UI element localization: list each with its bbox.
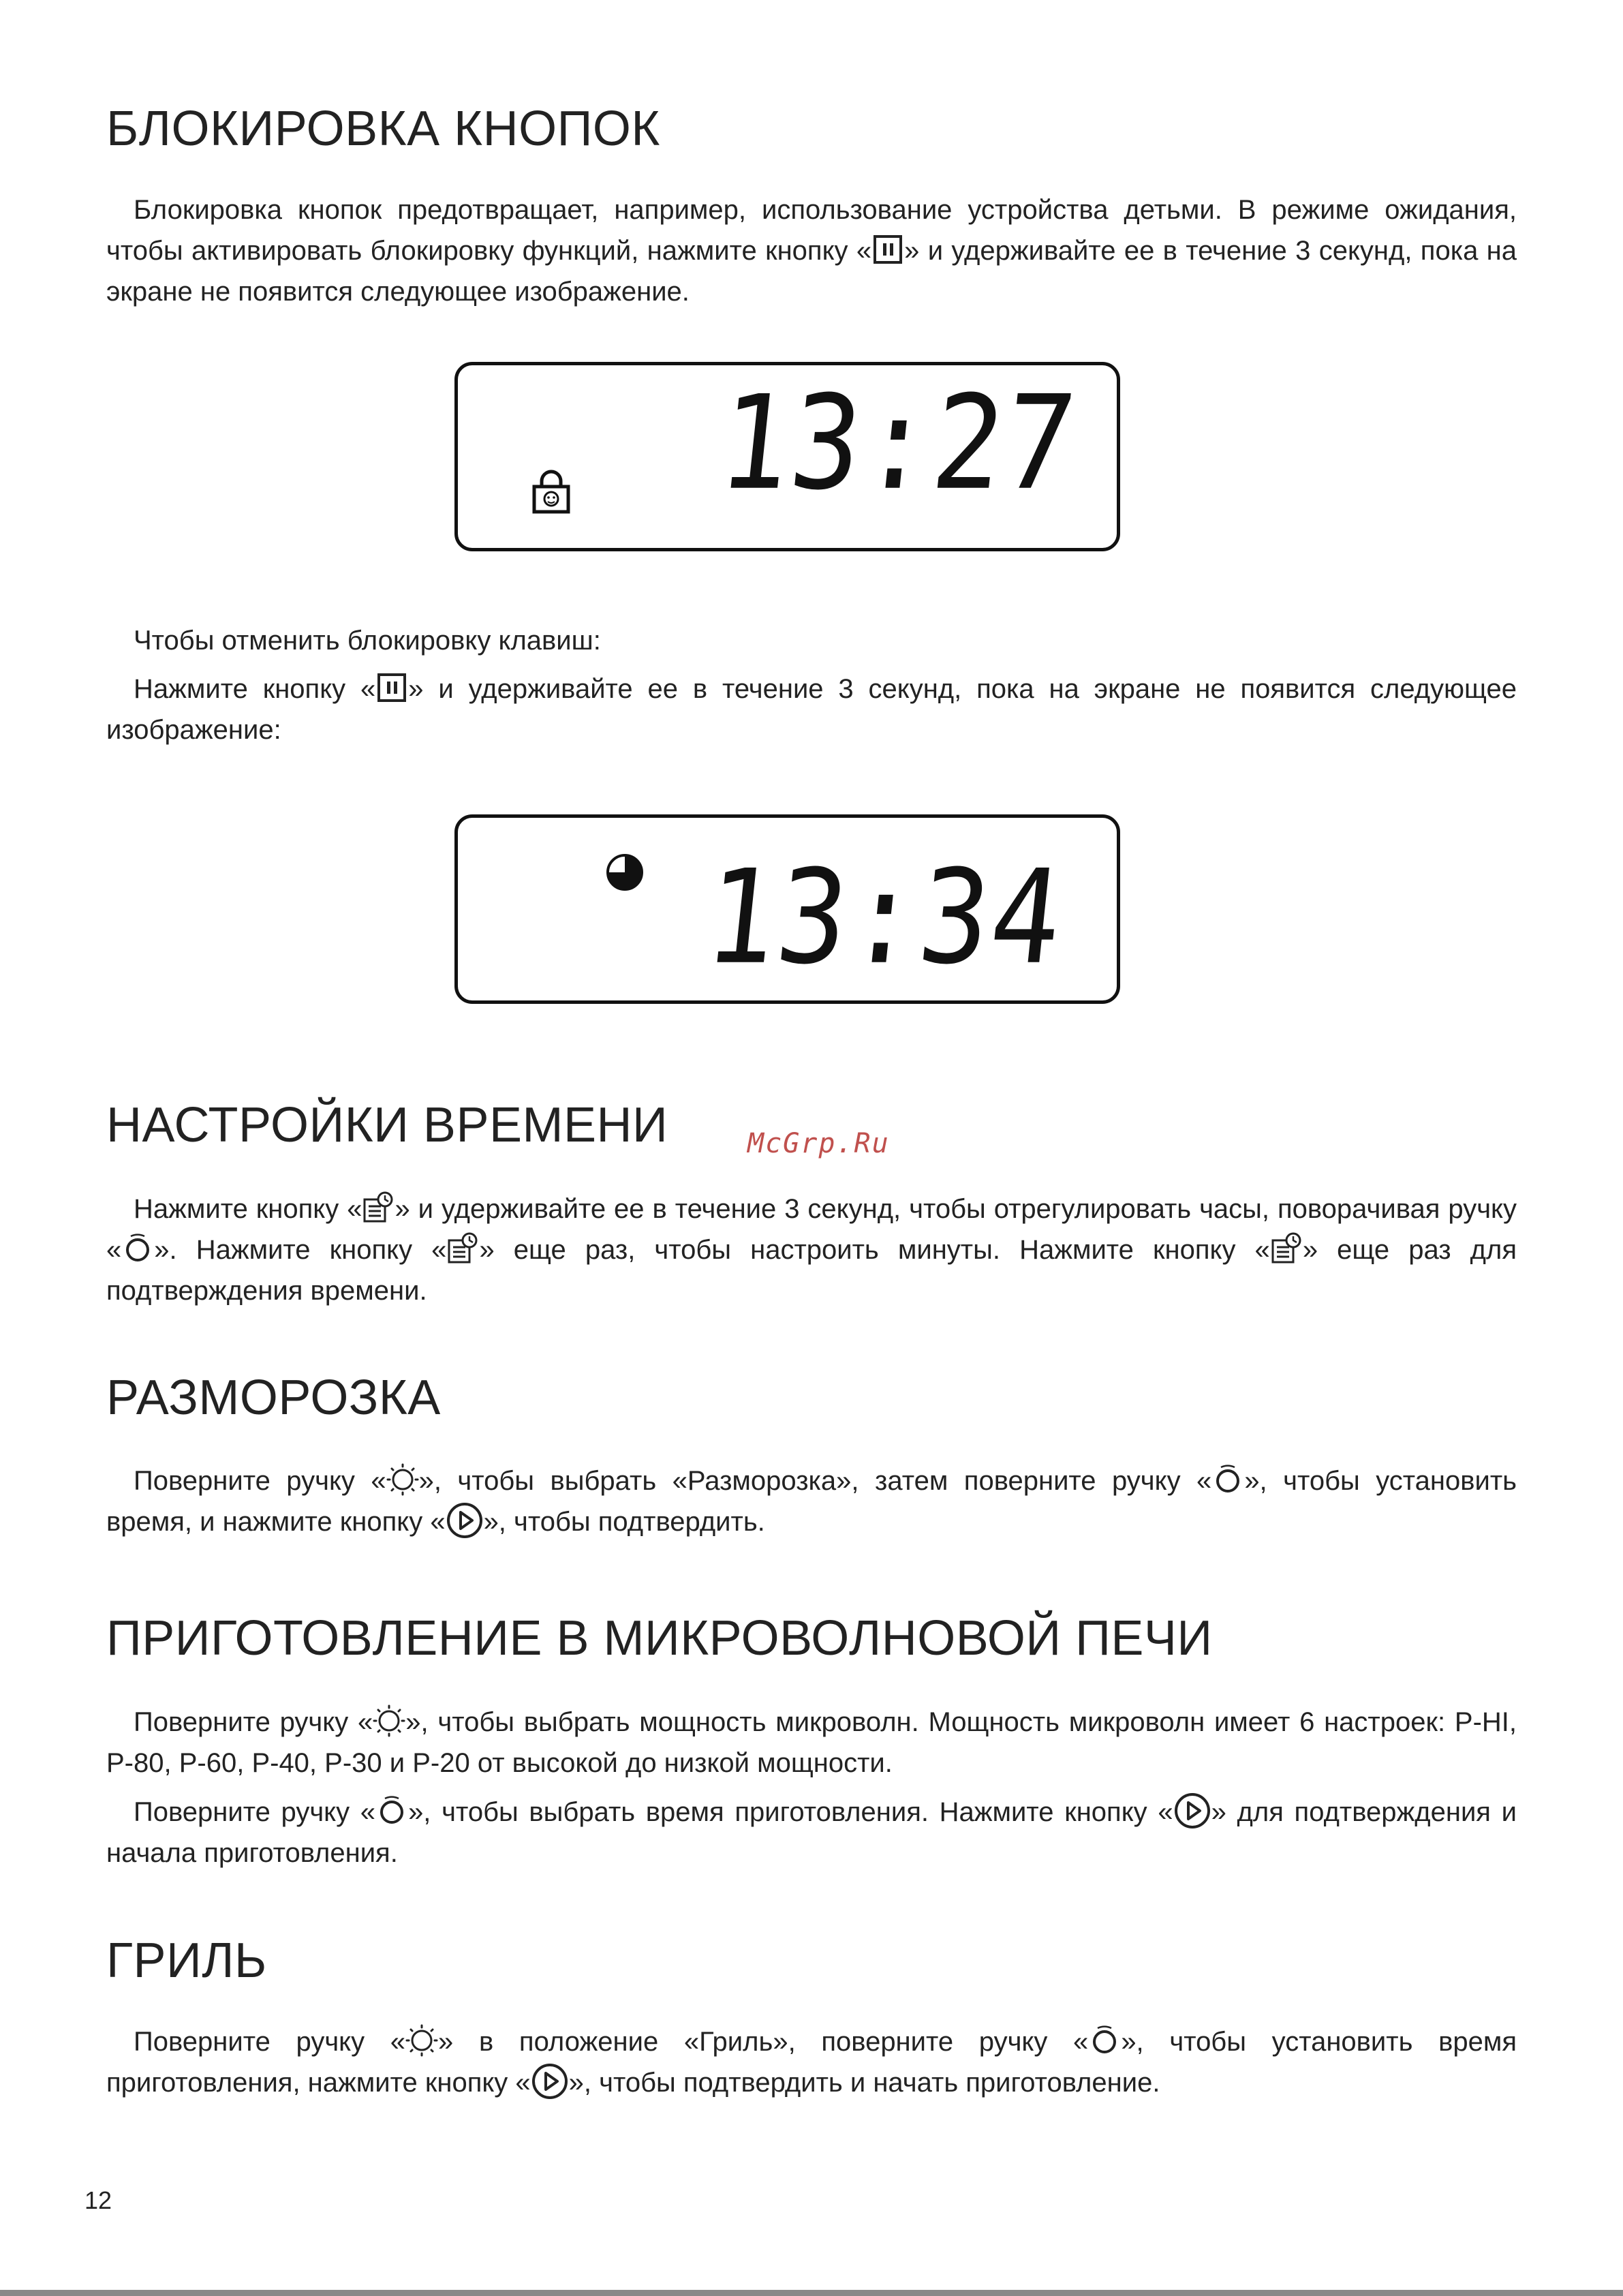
watermark: McGrp.Ru [747, 1128, 890, 1159]
power-knob-icon [1088, 2024, 1121, 2057]
time-paragraph [106, 1189, 1517, 1311]
lock-p3-text-b: » и удерживайте ее в течение 3 секунд, пока на экране не появится следующее изображение: [106, 674, 1517, 745]
start-button-icon [531, 2062, 569, 2100]
time-text-b: » и удерживайте ее в течение 3 секунд, чтобы отрегулировать часы, поворачивая ручку « [106, 1194, 1517, 1265]
timer-pie-icon [604, 852, 645, 893]
section-title-time: НАСТРОЙКИ ВРЕМЕНИ [106, 1098, 668, 1152]
grill-text-a: Поверните ручку « [134, 2027, 406, 2057]
grill-paragraph [106, 2021, 1517, 2103]
power-knob-icon [121, 1232, 154, 1265]
knob-icon [405, 2024, 438, 2057]
micro-p2-text-b: », чтобы выбрать время приготовления. Нажмите кнопку « [408, 1797, 1173, 1827]
microwave-paragraph-2 [106, 1792, 1517, 1873]
page-number: 12 [84, 2186, 112, 2214]
time-text-e: » еще раз для подтверждения времени. [106, 1235, 1517, 1306]
lock-icon [531, 469, 572, 514]
lock-p3-text-a: Нажмите кнопку « [134, 674, 376, 704]
defrost-text-a: Поверните ручку « [134, 1466, 386, 1496]
start-button-icon [446, 1501, 484, 1540]
time-text-a: Нажмите кнопку « [134, 1194, 362, 1224]
lcd-display-unlocked [454, 814, 1120, 1004]
section-title-lock: БЛОКИРОВКА КНОПОК [106, 102, 660, 156]
micro-p1-text-a: Поверните ручку « [134, 1707, 373, 1737]
page-bottom-border [0, 2290, 1623, 2296]
start-button-icon [1173, 1792, 1211, 1830]
lock-p1-text-b: » и удерживайте ее в течение 3 секунд, пока на экране не появится следующее изображение. [106, 236, 1517, 307]
lock-paragraph-2 [106, 620, 1517, 661]
time-text-d: » еще раз, чтобы настроить минуты. Нажмите кнопку « [479, 1235, 1270, 1265]
lcd-display-locked [454, 362, 1120, 551]
microwave-paragraph-1 [106, 1702, 1517, 1784]
lcd-time-unlocked: 13:34 [698, 842, 1070, 994]
lock-p1-text-a: Блокировка кнопок предотвращает, например, использование устройства детьми. В режиме ожидания, чтобы активировать блокировку функций, нажмите кнопку « [106, 195, 1517, 266]
clock-button-icon [446, 1232, 479, 1265]
defrost-paragraph [106, 1460, 1517, 1542]
defrost-text-c: », чтобы установить время, и нажмите кнопку « [106, 1466, 1517, 1537]
lock-p2-text: Чтобы отменить блокировку клавиш: [134, 626, 601, 656]
time-text-c: ». Нажмите кнопку « [154, 1235, 447, 1265]
lock-paragraph-1 [106, 189, 1517, 312]
section-title-microwave: ПРИГОТОВЛЕНИЕ В МИКРОВОЛНОВОЙ ПЕЧИ [106, 1611, 1213, 1666]
pause-button-icon [375, 671, 408, 704]
grill-text-c: », чтобы установить время приготовления, нажмите кнопку « [106, 2027, 1517, 2098]
knob-icon [386, 1463, 419, 1496]
clock-button-icon [362, 1191, 395, 1224]
clock-button-icon [1270, 1232, 1303, 1265]
power-knob-icon [375, 1794, 408, 1827]
micro-p2-text-a: Поверните ручку « [134, 1797, 376, 1827]
micro-p2-text-c: » для подтверждения и начала приготовления. [106, 1797, 1517, 1869]
micro-p1-text-b: », чтобы выбрать мощность микроволн. Мощность микроволн имеет 6 настроек: P-HI, P-80, P-60, P-40, P-30 и P-20 от высокой до низкой мощности. [106, 1707, 1517, 1778]
grill-text-d: », чтобы подтвердить и начать приготовление. [568, 2068, 1160, 2098]
knob-icon [373, 1704, 405, 1737]
section-title-grill: ГРИЛЬ [106, 1933, 267, 1988]
pause-button-icon [871, 233, 904, 266]
grill-text-b: » в положение «Гриль», поверните ручку « [438, 2027, 1089, 2057]
section-title-defrost: РАЗМОРОЗКА [106, 1371, 441, 1425]
lock-paragraph-3 [106, 669, 1517, 750]
lcd-time-locked: 13:27 [712, 367, 1084, 519]
defrost-text-d: », чтобы подтвердить. [483, 1507, 765, 1537]
defrost-text-b: », чтобы выбрать «Разморозка», затем поверните ручку « [418, 1466, 1212, 1496]
power-knob-icon [1211, 1463, 1244, 1496]
